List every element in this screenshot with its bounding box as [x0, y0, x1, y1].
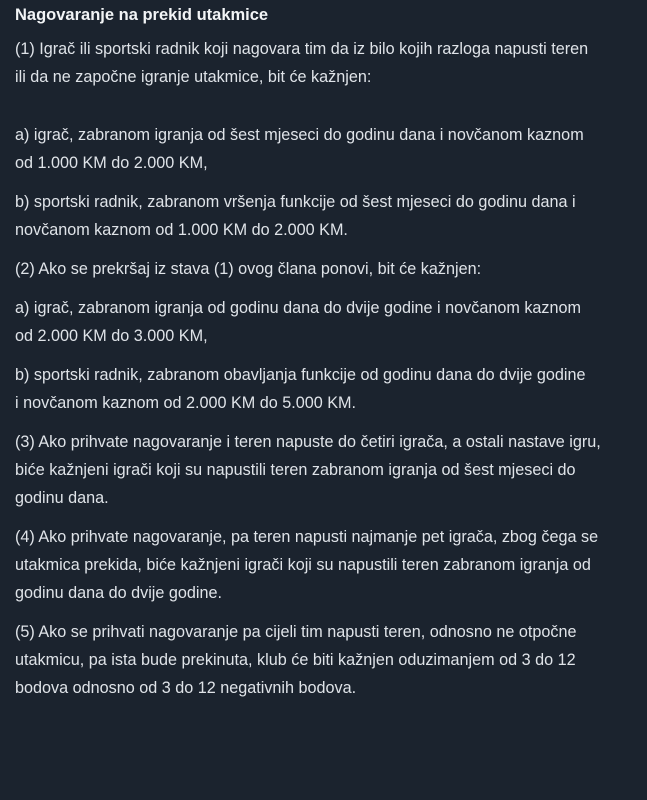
spacer: [15, 607, 633, 618]
spacer: [15, 91, 633, 121]
paragraph-1: (1) Igrač ili sportski radnik koji nagovara tim da iz bilo kojih razloga napusti teren ili da ne započne igranje utakmice, bit će kažnjen:: [15, 40, 589, 86]
document-title: Nagovaranje na prekid utakmice: [15, 6, 269, 24]
paragraph-2b: b) sportski radnik, zabranom obavljanja funkcije od godinu dana do dvije godine i novčanom kaznom od 2.000 KM do 5.000 KM.: [15, 366, 586, 412]
paragraph-1b: b) sportski radnik, zabranom vršenja funkcije od šest mjeseci do godinu dana i novčanom kaznom od 1.000 KM do 2.000 KM.: [15, 193, 576, 239]
spacer: [15, 350, 633, 361]
paragraph-1a: a) igrač, zabranom igranja od šest mjeseci do godinu dana i novčanom kaznom od 1.000 KM do 2.000 KM,: [15, 126, 584, 172]
spacer: [15, 283, 633, 294]
paragraph-3: (3) Ako prihvate nagovaranje i teren napuste do četiri igrača, a ostali nastave igru, biće kažnjeni igrači koji su napustili teren zabranom igranja od šest mjeseci do godinu dana.: [15, 433, 601, 507]
spacer: [15, 512, 633, 523]
spacer: [15, 244, 633, 255]
paragraph-2a: a) igrač, zabranom igranja od godinu dana do dvije godine i novčanom kaznom od 2.000 KM do 3.000 KM,: [15, 299, 582, 345]
paragraph-4: (4) Ako prihvate nagovaranje, pa teren napusti najmanje pet igrača, zbog čega se utakmica prekida, biće kažnjeni igrači koji su napustili teren zabranom igranja od godinu dana do dvije godine.: [15, 528, 599, 602]
paragraph-2: (2) Ako se prekršaj iz stava (1) ovog člana ponovi, bit će kažnjen:: [15, 260, 482, 278]
spacer: [15, 177, 633, 188]
paragraph-5: (5) Ako se prihvati nagovaranje pa cijeli tim napusti teren, odnosno ne otpočne utakmicu, pa ista bude prekinuta, klub će biti kažnjen oduzimanjem od 3 do 12 bodova odnosno od 3 do 12 negativnih bodova.: [15, 623, 577, 697]
spacer: [15, 417, 633, 428]
